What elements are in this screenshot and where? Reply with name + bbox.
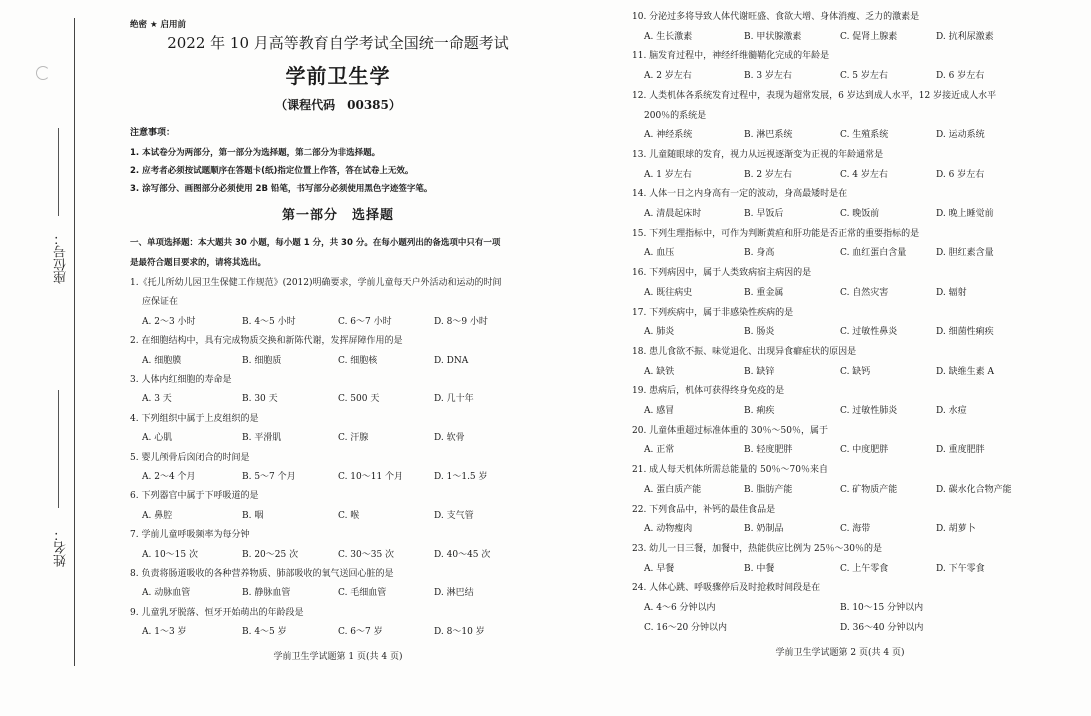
punch-hole-mark <box>36 66 50 80</box>
answer-option: A. 1～3 岁 <box>142 627 187 638</box>
question-text: 4. 下列组织中属于上皮组织的是 <box>130 413 259 424</box>
confidential-mark: 绝密 ★ 启用前 <box>130 20 187 30</box>
binding-line <box>74 18 75 666</box>
answer-option: B. 奶制品 <box>744 524 784 535</box>
name-label: 姓名： <box>54 528 69 567</box>
question-text: 22. 下列食品中，补钙的最佳食品是 <box>632 504 776 515</box>
answer-option: D. 支气管 <box>434 510 474 521</box>
answer-option: D. 缺维生素 A <box>936 366 994 377</box>
answer-option: C. 细胞核 <box>338 355 378 366</box>
question-text: 6. 下列器官中属于下呼吸道的是 <box>130 491 259 502</box>
answer-option: A. 生长激素 <box>644 31 693 42</box>
answer-option: D. 几十年 <box>434 394 474 405</box>
answer-option: C. 6～7 岁 <box>338 627 383 638</box>
note-line: 1. 本试卷分为两部分，第一部分为选择题，第二部分为非选择题。 <box>130 148 381 158</box>
section-instruction: 一、单项选择题：本大题共 30 小题，每小题 1 分，共 30 分。在每小题列出的备选项中只有一项 <box>130 238 501 248</box>
answer-option: A. 动脉血管 <box>142 588 191 599</box>
answer-option: B. 早饭后 <box>744 209 784 219</box>
answer-option: C. 汗腺 <box>338 433 369 444</box>
seat-number-label: 座位号： <box>54 232 69 284</box>
answer-option: A. 早餐 <box>644 563 675 574</box>
answer-option: B. 平滑肌 <box>242 433 282 444</box>
answer-option: B. 脂肪产能 <box>744 484 793 495</box>
answer-option: D. 运动系统 <box>936 130 985 141</box>
answer-option: A. 心肌 <box>142 433 173 444</box>
part-title: 第一部分 选择题 <box>281 208 394 223</box>
note-line: 3. 涂写部分、画图部分必须使用 2B 铅笔，书写部分必须使用黑色字迹签字笔。 <box>130 184 433 194</box>
answer-option: C. 生殖系统 <box>840 130 889 141</box>
answer-option: D. 6 岁左右 <box>936 71 985 82</box>
answer-option: B. 4～5 小时 <box>242 316 296 327</box>
question-text: 19. 患病后，机体可获得终身免疫的是 <box>632 386 785 397</box>
question-text: 15. 下列生理指标中，可作为判断黄疸和肝功能是否正常的重要指标的是 <box>632 228 920 239</box>
question-text: 18. 患儿食欲不振、味觉退化、出现异食癖症状的原因是 <box>632 346 857 357</box>
answer-option: D. 36～40 分钟以内 <box>840 622 924 633</box>
answer-option: C. 5 岁左右 <box>840 71 888 82</box>
answer-option: C. 过敏性鼻炎 <box>840 327 898 338</box>
answer-option: A. 2～3 小时 <box>142 316 196 327</box>
answer-option: A. 清晨起床时 <box>644 209 702 219</box>
answer-option: B. 肠炎 <box>744 327 775 338</box>
answer-option: C. 过敏性肺炎 <box>840 406 898 416</box>
answer-option: C. 上午零食 <box>840 563 889 574</box>
answer-option: C. 500 天 <box>338 394 380 405</box>
answer-option: C. 海带 <box>840 524 871 535</box>
question-text: 5. 婴儿颅骨后囟闭合的时间是 <box>130 452 250 463</box>
answer-option: D. 1～1.5 岁 <box>434 472 488 482</box>
answer-option: B. 5～7 个月 <box>242 472 296 482</box>
answer-option: B. 细胞质 <box>242 355 282 366</box>
answer-option: C. 中度肥胖 <box>840 445 889 456</box>
answer-option: C. 10～11 个月 <box>338 472 404 482</box>
question-text: 10. 分泌过多将导致人体代谢旺盛、食欲大增、身体消瘦、乏力的激素是 <box>632 12 920 22</box>
answer-option: B. 10～15 分钟以内 <box>840 603 924 613</box>
question-text: 9. 儿童乳牙脱落、恒牙开始萌出的年龄段是 <box>130 607 304 618</box>
answer-option: D. 8～10 岁 <box>434 627 485 638</box>
answer-option: B. 20～25 次 <box>242 549 299 560</box>
answer-option: A. 肺炎 <box>644 327 675 338</box>
answer-option: D. 水痘 <box>936 406 967 416</box>
answer-option: D. 下午零食 <box>936 563 985 574</box>
seat-blank-line <box>58 128 59 216</box>
section-instruction: 是最符合题目要求的，请将其选出。 <box>130 258 267 268</box>
binding-margin <box>0 0 100 716</box>
question-text: 11. 脑发育过程中，神经纤维髓鞘化完成的年龄是 <box>632 51 830 62</box>
answer-option: A. 既往病史 <box>644 287 693 298</box>
answer-option: A. 神经系统 <box>644 130 693 141</box>
subject-title: 学前卫生学 <box>285 64 391 88</box>
answer-option: D. 胡萝卜 <box>936 524 976 535</box>
page-footer: 学前卫生学试题第 2 页(共 4 页) <box>775 648 905 658</box>
answer-option: B. 甲状腺激素 <box>744 31 802 42</box>
question-text: 23. 幼儿一日三餐，加餐中，热能供应比例为 25％～30％的是 <box>632 543 882 554</box>
answer-option: B. 身高 <box>744 248 775 259</box>
question-text: 7. 学前儿童呼吸频率为每分钟 <box>130 530 250 541</box>
answer-option: A. 2 岁左右 <box>644 71 692 82</box>
answer-option: C. 自然灾害 <box>840 287 889 298</box>
question-text: 20. 儿童体重超过标准体重的 30％～50％，属于 <box>632 425 828 436</box>
answer-option: A. 3 天 <box>142 394 172 405</box>
answer-option: A. 血压 <box>644 248 675 259</box>
answer-option: B. 痢疾 <box>744 406 775 416</box>
answer-option: D. 40～45 次 <box>434 549 491 560</box>
question-text: 1.《托儿所幼儿园卫生保健工作规范》(2012)明确要求，学前儿童每天户外活动和运动的时间 <box>130 278 502 288</box>
exam-page-1 <box>118 14 558 704</box>
answer-option: C. 16～20 分钟以内 <box>644 622 728 633</box>
note-line: 2. 应考者必须按试题顺序在答题卡(纸)指定位置上作答，答在试卷上无效。 <box>130 166 414 176</box>
question-text: 14. 人体一日之内身高有一定的波动，身高最矮时是在 <box>632 189 848 200</box>
answer-option: A. 细胞膜 <box>142 355 182 366</box>
answer-option: A. 缺铁 <box>644 366 675 377</box>
answer-option: A. 1 岁左右 <box>644 169 692 180</box>
answer-option: C. 4 岁左右 <box>840 169 888 180</box>
answer-option: D. 淋巴结 <box>434 588 474 599</box>
question-text: 200％的系统是 <box>644 110 707 121</box>
answer-option: A. 感冒 <box>644 406 675 416</box>
answer-option: D. 细菌性痢疾 <box>936 327 994 338</box>
name-blank-line <box>58 390 59 508</box>
question-text: 16. 下列病因中，属于人类致病宿主病因的是 <box>632 268 812 279</box>
question-text: 2. 在细胞结构中，具有完成物质交换和新陈代谢，发挥屏障作用的是 <box>130 336 403 347</box>
answer-option: C. 促肾上腺素 <box>840 31 898 42</box>
question-text: 8. 负责将肠道吸收的各种营养物质、肺部吸收的氧气送回心脏的是 <box>130 569 394 579</box>
answer-option: A. 4～6 分钟以内 <box>644 603 716 613</box>
answer-option: B. 淋巴系统 <box>744 130 793 141</box>
answer-option: C. 矿物质产能 <box>840 484 898 495</box>
answer-option: C. 喉 <box>338 510 360 521</box>
answer-option: C. 30～35 次 <box>338 549 395 560</box>
answer-option: A. 动物瘦肉 <box>644 524 693 535</box>
question-text: 13. 儿童随眼球的发育，视力从远视逐渐变为正视的年龄通常是 <box>632 149 884 160</box>
answer-option: B. 4～5 岁 <box>242 627 287 638</box>
answer-option: C. 6～7 小时 <box>338 316 392 327</box>
question-text: 12. 人类机体各系统发育过程中，表现为超常发展，6 岁达到成人水平，12 岁接近成人水平 <box>632 90 997 101</box>
answer-option: B. 重金属 <box>744 287 784 298</box>
answer-option: A. 2～4 个月 <box>142 472 196 482</box>
course-code: （课程代码 00385） <box>275 98 401 112</box>
answer-option: D. 重度肥胖 <box>936 445 985 456</box>
answer-option: D. 辐射 <box>936 287 967 298</box>
answer-option: B. 2 岁左右 <box>744 169 792 180</box>
question-text: 24. 人体心跳、呼吸骤停后及时抢救时间段是在 <box>632 583 821 594</box>
notes-title: 注意事项： <box>130 128 176 138</box>
answer-option: B. 中餐 <box>744 563 775 574</box>
answer-option: A. 蛋白质产能 <box>644 484 702 495</box>
answer-option: D. DNA <box>434 355 469 366</box>
question-text: 17. 下列疾病中，属于非感染性疾病的是 <box>632 307 794 318</box>
answer-option: A. 正常 <box>644 445 675 456</box>
question-text: 3. 人体内红细胞的寿命是 <box>130 375 232 385</box>
answer-option: C. 晚饭前 <box>840 209 880 219</box>
answer-option: A. 10～15 次 <box>142 549 198 560</box>
answer-option: D. 碳水化合物产能 <box>936 484 1012 495</box>
page-footer: 学前卫生学试题第 1 页(共 4 页) <box>273 652 403 662</box>
answer-option: A. 鼻腔 <box>142 510 173 521</box>
exam-page-2 <box>620 10 1060 700</box>
answer-option: B. 静脉血管 <box>242 588 291 599</box>
question-text: 21. 成人每天机体所需总能量的 50％～70％来自 <box>632 465 828 476</box>
answer-option: D. 抗利尿激素 <box>936 31 994 42</box>
answer-option: B. 30 天 <box>242 394 278 405</box>
answer-option: D. 6 岁左右 <box>936 169 985 180</box>
answer-option: B. 缺锌 <box>744 366 775 377</box>
answer-option: D. 软骨 <box>434 433 465 444</box>
answer-option: B. 轻度肥胖 <box>744 445 793 456</box>
answer-option: D. 晚上睡觉前 <box>936 209 994 219</box>
exam-title: 2022 年 10 月高等教育自学考试全国统一命题考试 <box>167 34 509 52</box>
answer-option: C. 毛细血管 <box>338 588 387 599</box>
answer-option: C. 血红蛋白含量 <box>840 248 907 259</box>
answer-option: B. 咽 <box>242 510 264 521</box>
answer-option: D. 胆红素含量 <box>936 248 994 259</box>
answer-option: B. 3 岁左右 <box>744 71 792 82</box>
question-text: 应保证在 <box>142 297 179 308</box>
answer-option: C. 缺钙 <box>840 366 871 377</box>
answer-option: D. 8～9 小时 <box>434 316 488 327</box>
